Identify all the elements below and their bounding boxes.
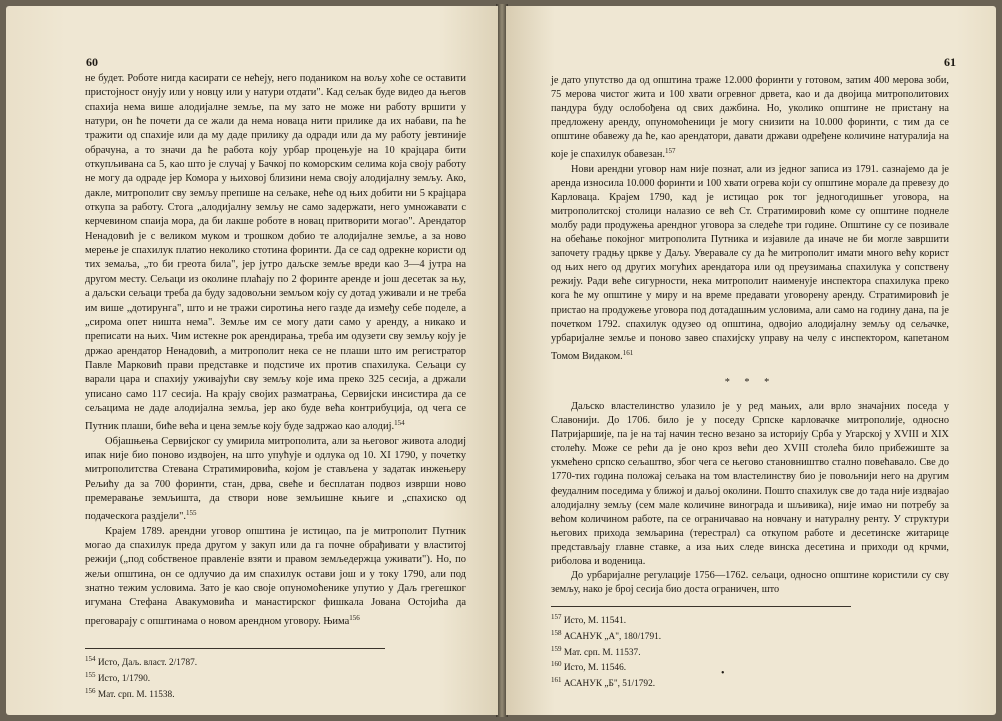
paragraph: Даљско властелинство улазило је у ред мањих, али врло значајних поседа у Славонији. До 1706. било је у поседу Српске карловачке митрополије, односно Патријаршије, па је на тај начин тесно везано за историју Срба у Угарској у XVIII и XIX столећу. Може се рећи да је оно кроз већи део XVIII столећа било прибежиште за укмећено српско сељаштво, због чега се његово становништво стално повећавало. Све до 1770-тих година положај сељака на том властелинству био је повољнији него на другим феудалним поседима у ближој и даљој околини. Пошто спахилук све до тада није издвајао алодијалну земљу (сем мале количине винограда и шљивика), није имао ни потребу за већом количином работе, па се ограничавао на новчану и натуралну ренту. У структури његових прихода земљарина (терестрал) са откупом работе и десетинске житарице представљају главне ставке, а иза њих следе винска десетина и приходи од крчми, риболова и воденица.: [551, 400, 949, 567]
paragraph: Нови арендни уговор нам није познат, али из једног записа из 1791. сазнајемо да је аренда износила 10.000 форинти и 100 хвати огрева који су општине морале да превезу до Карловаца. Крајем 1790, кад је истицао рок тог једногодишњег уговора, на митрополитској столици налазио се већ Ст. Стратимировић коме су општине поднеле молбу ради продужења арендног уговора за следеће три године. Општине су се позивале на обећање покојног митрополита Путника и изјавиле да иначе не би могле завршити започету градњу цркве у Даљу. Уверавале су да ће митрополит имати много већу корист од њих него од других могућих арендатора или од преузимања спахилука у сопствену режију. Ради веће сигурности, нека митрополит наименује инспектора спахилука преко кога ће му општине у миру и на време предавати уговорену аренду. Стратимировић је пристао на продужење уговора под дотадашњим условима, али само на годину дана, па је почетком 1792. спахилук одузео од општина, одвојио алодијалну земљу од сељачке, урбаријалне земље и поново завео спахијску управу на челу с инспектором, капетаном Томом Видаком.$^{161}$: [551, 163, 949, 362]
paragraph: Објашњења Сервијског су умирила митрополита, али за његовог живота алодиј ипак није био поново издвојен, на што упућује и одлука од 10. XI 1790, у почетку митрополитства Стевана Стратимировића, којом је стављена у задатак инжењеру Рељићу да за 700 форинти, стан, дрва, свеће и бесплатан подвоз изврши ново премеравање земљишта, да створи нове земљишне књиге и „спахиско од подаческога раздјели".$^{155}$: [85, 435, 466, 523]
printer-mark: •: [721, 668, 725, 679]
footnote-ref: 155: [185, 509, 197, 518]
footnote: $^{158}$ АСАНУК „А", 180/1791.: [551, 628, 662, 642]
page-number: 61: [944, 55, 956, 69]
footnote: $^{161}$ АСАНУК „Б", 51/1792.: [551, 676, 656, 690]
footnote: $^{156}$ Мат. срп. М. 11538.: [85, 686, 175, 700]
footnote: $^{157}$ Исто, М. 11541.: [551, 613, 627, 626]
footnote-ref: 156: [349, 613, 360, 622]
section-divider: * * *: [724, 376, 776, 388]
footnotes: [551, 606, 851, 691]
paragraph: Крајем 1789. арендни уговор општина је истицао, па је митрополит Путник могао да спахилук преда другом у закуп или да га почне обрађивати у властитој режији („под собственое правленіе взяти и правом земљедержца уживати"). Но, по жељи општина, он се одлучио да им спахилук остави још и у току 1790, али под знатно тежим условима. Зато је као своје опуномоћенике упутио у Даљ грегешког игумана Стефана Авакумовића и манастирског фишкала Јована Остојића да преговарају с општинама о новом арендном уговору. Њима$^{156}$: [85, 525, 466, 627]
footnote-ref: 157: [665, 147, 676, 156]
footnote: $^{154}$ Исто, Даљ. власт. 2/1787.: [85, 655, 198, 668]
footnote-ref: 154: [394, 419, 405, 428]
footnote: $^{160}$ Исто, М. 11546.: [551, 660, 627, 674]
paragraph: не будет. Роботе нигда касирати се нећеју, него подаником на вољу хоће се оставити пристојност онују или у новцу или у натури отдати". Кад сељак буде видео да његов спахија нема више алодијалне земље, па му зато не може ни работу вршити у натури, он ће почети да се жали да нема новаца нити прилике да их набави, па ће тражити од спахије или да му даде прилику да одради или да му работу јевтиније обрачуна, а то значи да ће работа коју урбар процењује на 10 крајцара бити откупљивана са 5, као што је случај у Бачкој по коморским селима која своју работу не могу да одраде јер Комора у њиховој близини нема своју алодијалну земљу. Ако, дакле, митрополит сву земљу препише на сељаке, неће од њих добити ни 5 крајцара откупа за работу. Стога „алодијалну земљу не само задержати, него умножавати с керчевином спаија мора, да би лакше роботе в новац притворити могао". Арендатор Ненадовић је с великом муком и трошком добио те алодијалне земље, а за ново мерење је спахилук платио неколико стотина форинти. Да се сад одрекне користи од тих земаља, „то би греота била", јер јутро даљске земље вреди као 3—4 јутра на другом месту. Сељаци из околине плаћају по 2 форинте аренде и још десетак за њу, а даљски сељаци треба да буду задовољни земљом коју су дотад уживали и не треба им више „дотирунга", што и не тражи сиротиња него газде да између себе поделе, а „сирома опет ништа нема". Земље им се могу дати само у аренду, а никако и преписати на њих. Чим истекне рок арендирања, треба им одузети сву земљу коју је држао арендатор Ненадовић, а митрополит нека се не плаши што им регистратор Павле Марковић прави представке и подстиче их против спахилука. Сељаци су варали цара и спахију уживајући сву земљу које има преко 325 сесија, а држали уписано само 117 сесија. На крају својих разматрања, Сервијски инсистира да се сељацима не даде алодијална земља, јер ако буде већа контрибуција, од чега се Путник плаши, биће већа и цена земље коју буде задржао као алодиј.$^{154}$: [85, 73, 466, 433]
footnote: $^{155}$ Исто, 1/1790.: [85, 670, 151, 684]
paragraph: До урбаријалне регулације 1756—1762. сељаци, односно општине користили су сву земљу, нако је број сесија био доста ограничен, што: [551, 570, 949, 596]
page-number: 60: [86, 55, 98, 69]
footnotes: [85, 648, 385, 701]
footnote-ref: 161: [622, 348, 634, 357]
left-page-body: [85, 72, 466, 629]
paragraph: је дато упутство да од општина траже 12.000 форинти у готовом, затим 400 мерова зоби, 75 мерова чистог жита и 100 хвати огревног дрвета, као и да двојица митрополитових пандура буду ослобођена од свих дажбина. Но, уколико општине не пристану на предложену аренду, опуномоћеници је могу снизити на 10.000 форинти, с тим да се општине обавежу да ће, као арендатори, давати држави одређене количине натуралија на које је спахилук обавезан.$^{157}$: [551, 75, 949, 161]
footnote: $^{159}$ Мат. срп. М. 11537.: [551, 644, 641, 658]
left-page: [6, 6, 498, 715]
right-page-body: [551, 74, 949, 597]
right-page: [506, 6, 996, 715]
